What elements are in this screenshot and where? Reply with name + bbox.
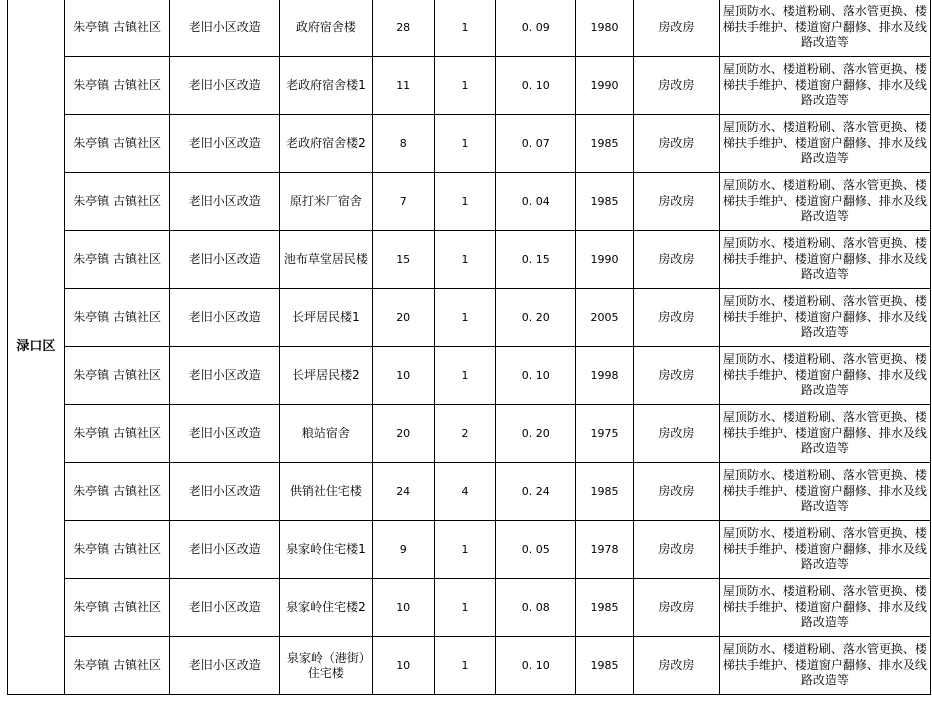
area-cell: 0. 08	[496, 579, 576, 637]
table-row	[0, 637, 931, 695]
project-type-cell: 老旧小区改造	[170, 637, 280, 695]
project-type-cell: 老旧小区改造	[170, 57, 280, 115]
work-content-cell: 屋顶防水、楼道粉刷、落水管更换、楼梯扶手维护、楼道窗户翻修、排水及线路改造等	[719, 637, 930, 695]
buildings-cell: 1	[434, 231, 496, 289]
left-margin-cell	[0, 0, 7, 695]
property-type-cell: 房改房	[633, 637, 719, 695]
building-name-cell: 池布草堂居民楼	[280, 231, 373, 289]
buildings-cell: 4	[434, 463, 496, 521]
building-name-cell: 原打米厂宿舍	[280, 173, 373, 231]
households-cell: 24	[372, 463, 434, 521]
households-cell: 20	[372, 289, 434, 347]
property-type-cell: 房改房	[633, 289, 719, 347]
work-content-cell: 屋顶防水、楼道粉刷、落水管更换、楼梯扶手维护、楼道窗户翻修、排水及线路改造等	[719, 173, 930, 231]
location-cell: 朱亭镇 古镇社区	[64, 115, 170, 173]
table-row	[0, 347, 931, 405]
area-cell: 0. 24	[496, 463, 576, 521]
year-cell: 1980	[576, 0, 634, 57]
building-name-cell: 粮站宿舍	[280, 405, 373, 463]
property-type-cell: 房改房	[633, 115, 719, 173]
households-cell: 10	[372, 637, 434, 695]
buildings-cell: 1	[434, 579, 496, 637]
location-cell: 朱亭镇 古镇社区	[64, 405, 170, 463]
location-cell: 朱亭镇 古镇社区	[64, 231, 170, 289]
area-cell: 0. 20	[496, 289, 576, 347]
project-type-cell: 老旧小区改造	[170, 521, 280, 579]
project-type-cell: 老旧小区改造	[170, 289, 280, 347]
property-type-cell: 房改房	[633, 57, 719, 115]
building-name-cell: 泉家岭（港街）住宅楼	[280, 637, 373, 695]
project-type-cell: 老旧小区改造	[170, 347, 280, 405]
households-cell: 7	[372, 173, 434, 231]
property-type-cell: 房改房	[633, 521, 719, 579]
project-type-cell: 老旧小区改造	[170, 173, 280, 231]
households-cell: 11	[372, 57, 434, 115]
households-cell: 20	[372, 405, 434, 463]
property-type-cell: 房改房	[633, 463, 719, 521]
building-name-cell: 老政府宿舍楼1	[280, 57, 373, 115]
year-cell: 1985	[576, 579, 634, 637]
building-name-cell: 长坪居民楼1	[280, 289, 373, 347]
location-cell: 朱亭镇 古镇社区	[64, 57, 170, 115]
year-cell: 1990	[576, 231, 634, 289]
work-content-cell: 屋顶防水、楼道粉刷、落水管更换、楼梯扶手维护、楼道窗户翻修、排水及线路改造等	[719, 289, 930, 347]
building-name-cell: 泉家岭住宅楼2	[280, 579, 373, 637]
buildings-cell: 1	[434, 521, 496, 579]
building-name-cell: 长坪居民楼2	[280, 347, 373, 405]
location-cell: 朱亭镇 古镇社区	[64, 521, 170, 579]
location-cell: 朱亭镇 古镇社区	[64, 637, 170, 695]
location-cell: 朱亭镇 古镇社区	[64, 347, 170, 405]
table-row	[0, 57, 931, 115]
work-content-cell: 屋顶防水、楼道粉刷、落水管更换、楼梯扶手维护、楼道窗户翻修、排水及线路改造等	[719, 521, 930, 579]
project-type-cell: 老旧小区改造	[170, 115, 280, 173]
buildings-cell: 1	[434, 173, 496, 231]
location-cell: 朱亭镇 古镇社区	[64, 579, 170, 637]
location-cell: 朱亭镇 古镇社区	[64, 463, 170, 521]
table-row	[0, 231, 931, 289]
buildings-cell: 1	[434, 115, 496, 173]
buildings-cell: 1	[434, 289, 496, 347]
year-cell: 1985	[576, 637, 634, 695]
building-name-cell: 泉家岭住宅楼1	[280, 521, 373, 579]
property-type-cell: 房改房	[633, 405, 719, 463]
households-cell: 9	[372, 521, 434, 579]
project-type-cell: 老旧小区改造	[170, 579, 280, 637]
year-cell: 1985	[576, 463, 634, 521]
buildings-cell: 1	[434, 0, 496, 57]
property-type-cell: 房改房	[633, 173, 719, 231]
area-cell: 0. 20	[496, 405, 576, 463]
property-type-cell: 房改房	[633, 231, 719, 289]
buildings-cell: 2	[434, 405, 496, 463]
location-cell: 朱亭镇 古镇社区	[64, 173, 170, 231]
area-cell: 0. 10	[496, 347, 576, 405]
project-type-cell: 老旧小区改造	[170, 0, 280, 57]
building-name-cell: 老政府宿舍楼2	[280, 115, 373, 173]
area-cell: 0. 15	[496, 231, 576, 289]
work-content-cell: 屋顶防水、楼道粉刷、落水管更换、楼梯扶手维护、楼道窗户翻修、排水及线路改造等	[719, 405, 930, 463]
area-cell: 0. 05	[496, 521, 576, 579]
table-row	[0, 463, 931, 521]
table-row	[0, 405, 931, 463]
work-content-cell: 屋顶防水、楼道粉刷、落水管更换、楼梯扶手维护、楼道窗户翻修、排水及线路改造等	[719, 57, 930, 115]
households-cell: 10	[372, 579, 434, 637]
building-name-cell: 供销社住宅楼	[280, 463, 373, 521]
property-type-cell: 房改房	[633, 347, 719, 405]
property-type-cell: 房改房	[633, 0, 719, 57]
work-content-cell: 屋顶防水、楼道粉刷、落水管更换、楼梯扶手维护、楼道窗户翻修、排水及线路改造等	[719, 0, 930, 57]
table-row	[0, 289, 931, 347]
households-cell: 15	[372, 231, 434, 289]
location-cell: 朱亭镇 古镇社区	[64, 289, 170, 347]
work-content-cell: 屋顶防水、楼道粉刷、落水管更换、楼梯扶手维护、楼道窗户翻修、排水及线路改造等	[719, 463, 930, 521]
area-cell: 0. 10	[496, 57, 576, 115]
year-cell: 1975	[576, 405, 634, 463]
table-row	[0, 0, 931, 57]
year-cell: 1990	[576, 57, 634, 115]
work-content-cell: 屋顶防水、楼道粉刷、落水管更换、楼梯扶手维护、楼道窗户翻修、排水及线路改造等	[719, 579, 930, 637]
building-name-cell: 政府宿舍楼	[280, 0, 373, 57]
table-row	[0, 579, 931, 637]
location-cell: 朱亭镇 古镇社区	[64, 0, 170, 57]
households-cell: 28	[372, 0, 434, 57]
area-cell: 0. 09	[496, 0, 576, 57]
area-cell: 0. 10	[496, 637, 576, 695]
area-cell: 0. 04	[496, 173, 576, 231]
year-cell: 1985	[576, 115, 634, 173]
work-content-cell: 屋顶防水、楼道粉刷、落水管更换、楼梯扶手维护、楼道窗户翻修、排水及线路改造等	[719, 231, 930, 289]
households-cell: 10	[372, 347, 434, 405]
buildings-cell: 1	[434, 347, 496, 405]
year-cell: 2005	[576, 289, 634, 347]
year-cell: 1978	[576, 521, 634, 579]
table-row	[0, 521, 931, 579]
project-type-cell: 老旧小区改造	[170, 231, 280, 289]
work-content-cell: 屋顶防水、楼道粉刷、落水管更换、楼梯扶手维护、楼道窗户翻修、排水及线路改造等	[719, 115, 930, 173]
year-cell: 1985	[576, 173, 634, 231]
buildings-cell: 1	[434, 57, 496, 115]
work-content-cell: 屋顶防水、楼道粉刷、落水管更换、楼梯扶手维护、楼道窗户翻修、排水及线路改造等	[719, 347, 930, 405]
table-row	[0, 115, 931, 173]
households-cell: 8	[372, 115, 434, 173]
project-type-cell: 老旧小区改造	[170, 405, 280, 463]
property-type-cell: 房改房	[633, 579, 719, 637]
buildings-cell: 1	[434, 637, 496, 695]
table-row	[0, 173, 931, 231]
district-cell: 渌口区	[7, 0, 64, 695]
area-cell: 0. 07	[496, 115, 576, 173]
year-cell: 1998	[576, 347, 634, 405]
project-type-cell: 老旧小区改造	[170, 463, 280, 521]
